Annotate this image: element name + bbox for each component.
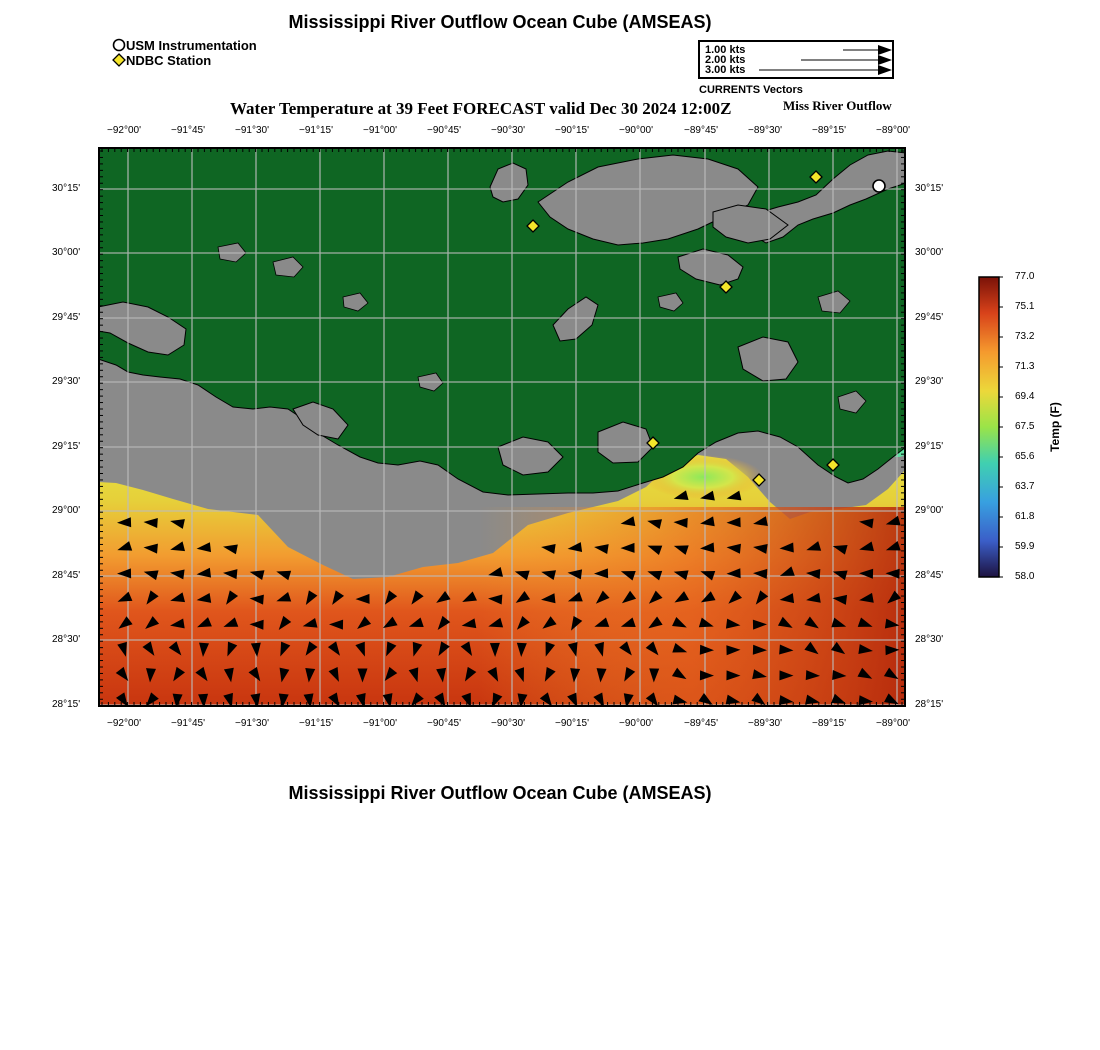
colorbar-title: Temp (F) [1047, 402, 1062, 452]
longitude-tick-label: −91°30' [235, 718, 269, 729]
latitude-tick-label: 28°45' [915, 570, 944, 581]
vector-legend-item: 1.00 kts [705, 44, 746, 56]
latitude-tick-label: 29°00' [915, 505, 944, 516]
longitude-tick-label: −91°00' [363, 125, 397, 136]
latitude-tick-label: 28°15' [915, 699, 944, 710]
colorbar-tick-label: 61.8 [1015, 511, 1035, 522]
outflow-label: Miss River Outflow [783, 98, 892, 113]
colorbar-tick-label: 69.4 [1015, 391, 1035, 402]
map-subtitle: Water Temperature at 39 Feet FORECAST valid Dec 30 2024 12:00Z [230, 99, 732, 118]
usm-station-icon [112, 38, 126, 52]
vector-legend-arrows [698, 40, 894, 79]
longitude-tick-label: −91°45' [171, 125, 205, 136]
current-vector-arrow-icon [878, 55, 892, 65]
latitude-tick-label: 28°15' [52, 699, 81, 710]
longitude-tick-label: −89°45' [684, 718, 718, 729]
vector-legend-item: 2.00 kts [705, 54, 746, 66]
latitude-tick-label: 30°15' [52, 183, 81, 194]
colorbar-tick-label: 71.3 [1015, 361, 1035, 372]
latitude-tick-label: 28°30' [52, 634, 81, 645]
longitude-tick-label: −91°30' [235, 125, 269, 136]
latitude-tick-label: 29°00' [52, 505, 81, 516]
longitude-tick-label: −89°45' [684, 125, 718, 136]
longitude-tick-label: −91°45' [171, 718, 205, 729]
colorbar-tick-label: 58.0 [1015, 571, 1035, 582]
longitude-tick-label: −90°15' [555, 718, 589, 729]
legend-usm [112, 38, 257, 53]
legend-usm-label: USM Instrumentation [126, 38, 257, 53]
colorbar-tick-label: 73.2 [1015, 331, 1035, 342]
latitude-tick-label: 29°45' [52, 312, 81, 323]
longitude-tick-label: −90°30' [491, 125, 525, 136]
latitude-tick-label: 29°30' [52, 376, 81, 387]
longitude-tick-label: −89°00' [876, 125, 910, 136]
longitude-tick-label: −90°15' [555, 125, 589, 136]
longitude-tick-label: −90°30' [491, 718, 525, 729]
bottom-title: Mississippi River Outflow Ocean Cube (AMSEAS) [288, 783, 712, 803]
latitude-tick-label: 28°45' [52, 570, 81, 581]
longitude-tick-label: −89°15' [812, 718, 846, 729]
longitude-tick-label: −89°00' [876, 718, 910, 729]
longitude-tick-label: −89°15' [812, 125, 846, 136]
latitude-tick-label: 28°30' [915, 634, 944, 645]
longitude-tick-label: −91°15' [299, 718, 333, 729]
legend-ndbc-label: NDBC Station [126, 53, 212, 68]
colorbar-tick-label: 63.7 [1015, 481, 1035, 492]
longitude-tick-label: −90°00' [619, 125, 653, 136]
latitude-tick-label: 29°45' [915, 312, 944, 323]
usm-station-icon [873, 180, 885, 192]
latitude-tick-label: 29°15' [52, 441, 81, 452]
latitude-tick-label: 29°30' [915, 376, 944, 387]
longitude-tick-label: −89°30' [748, 125, 782, 136]
longitude-tick-label: −90°45' [427, 718, 461, 729]
colorbar-tick-label: 67.5 [1015, 421, 1035, 432]
colorbar-tick-label: 59.9 [1015, 541, 1035, 552]
longitude-tick-label: −90°00' [619, 718, 653, 729]
legend-ndbc [112, 53, 211, 68]
latitude-tick-label: 29°15' [915, 441, 944, 452]
current-vector-arrow-icon [878, 45, 892, 55]
vector-legend-box [698, 40, 894, 79]
temperature-map [98, 147, 906, 707]
longitude-tick-label: −91°00' [363, 718, 397, 729]
colorbar-tick-label: 65.6 [1015, 451, 1035, 462]
colorbar-tick-label: 77.0 [1015, 271, 1035, 282]
vector-legend-item: 3.00 kts [705, 64, 746, 76]
current-vector-arrow-icon [878, 65, 892, 75]
map-title: Mississippi River Outflow Ocean Cube (AMSEAS) [288, 12, 712, 32]
ndbc-station-icon [112, 53, 126, 67]
longitude-tick-label: −90°45' [427, 125, 461, 136]
vector-legend-title: CURRENTS Vectors [699, 84, 803, 96]
colorbar-tick-label: 75.1 [1015, 301, 1035, 312]
latitude-tick-label: 30°00' [52, 247, 81, 258]
latitude-tick-label: 30°00' [915, 247, 944, 258]
longitude-tick-label: −92°00' [107, 125, 141, 136]
longitude-tick-label: −89°30' [748, 718, 782, 729]
latitude-tick-label: 30°15' [915, 183, 944, 194]
colorbar [977, 275, 1003, 579]
longitude-tick-label: −91°15' [299, 125, 333, 136]
longitude-tick-label: −92°00' [107, 718, 141, 729]
